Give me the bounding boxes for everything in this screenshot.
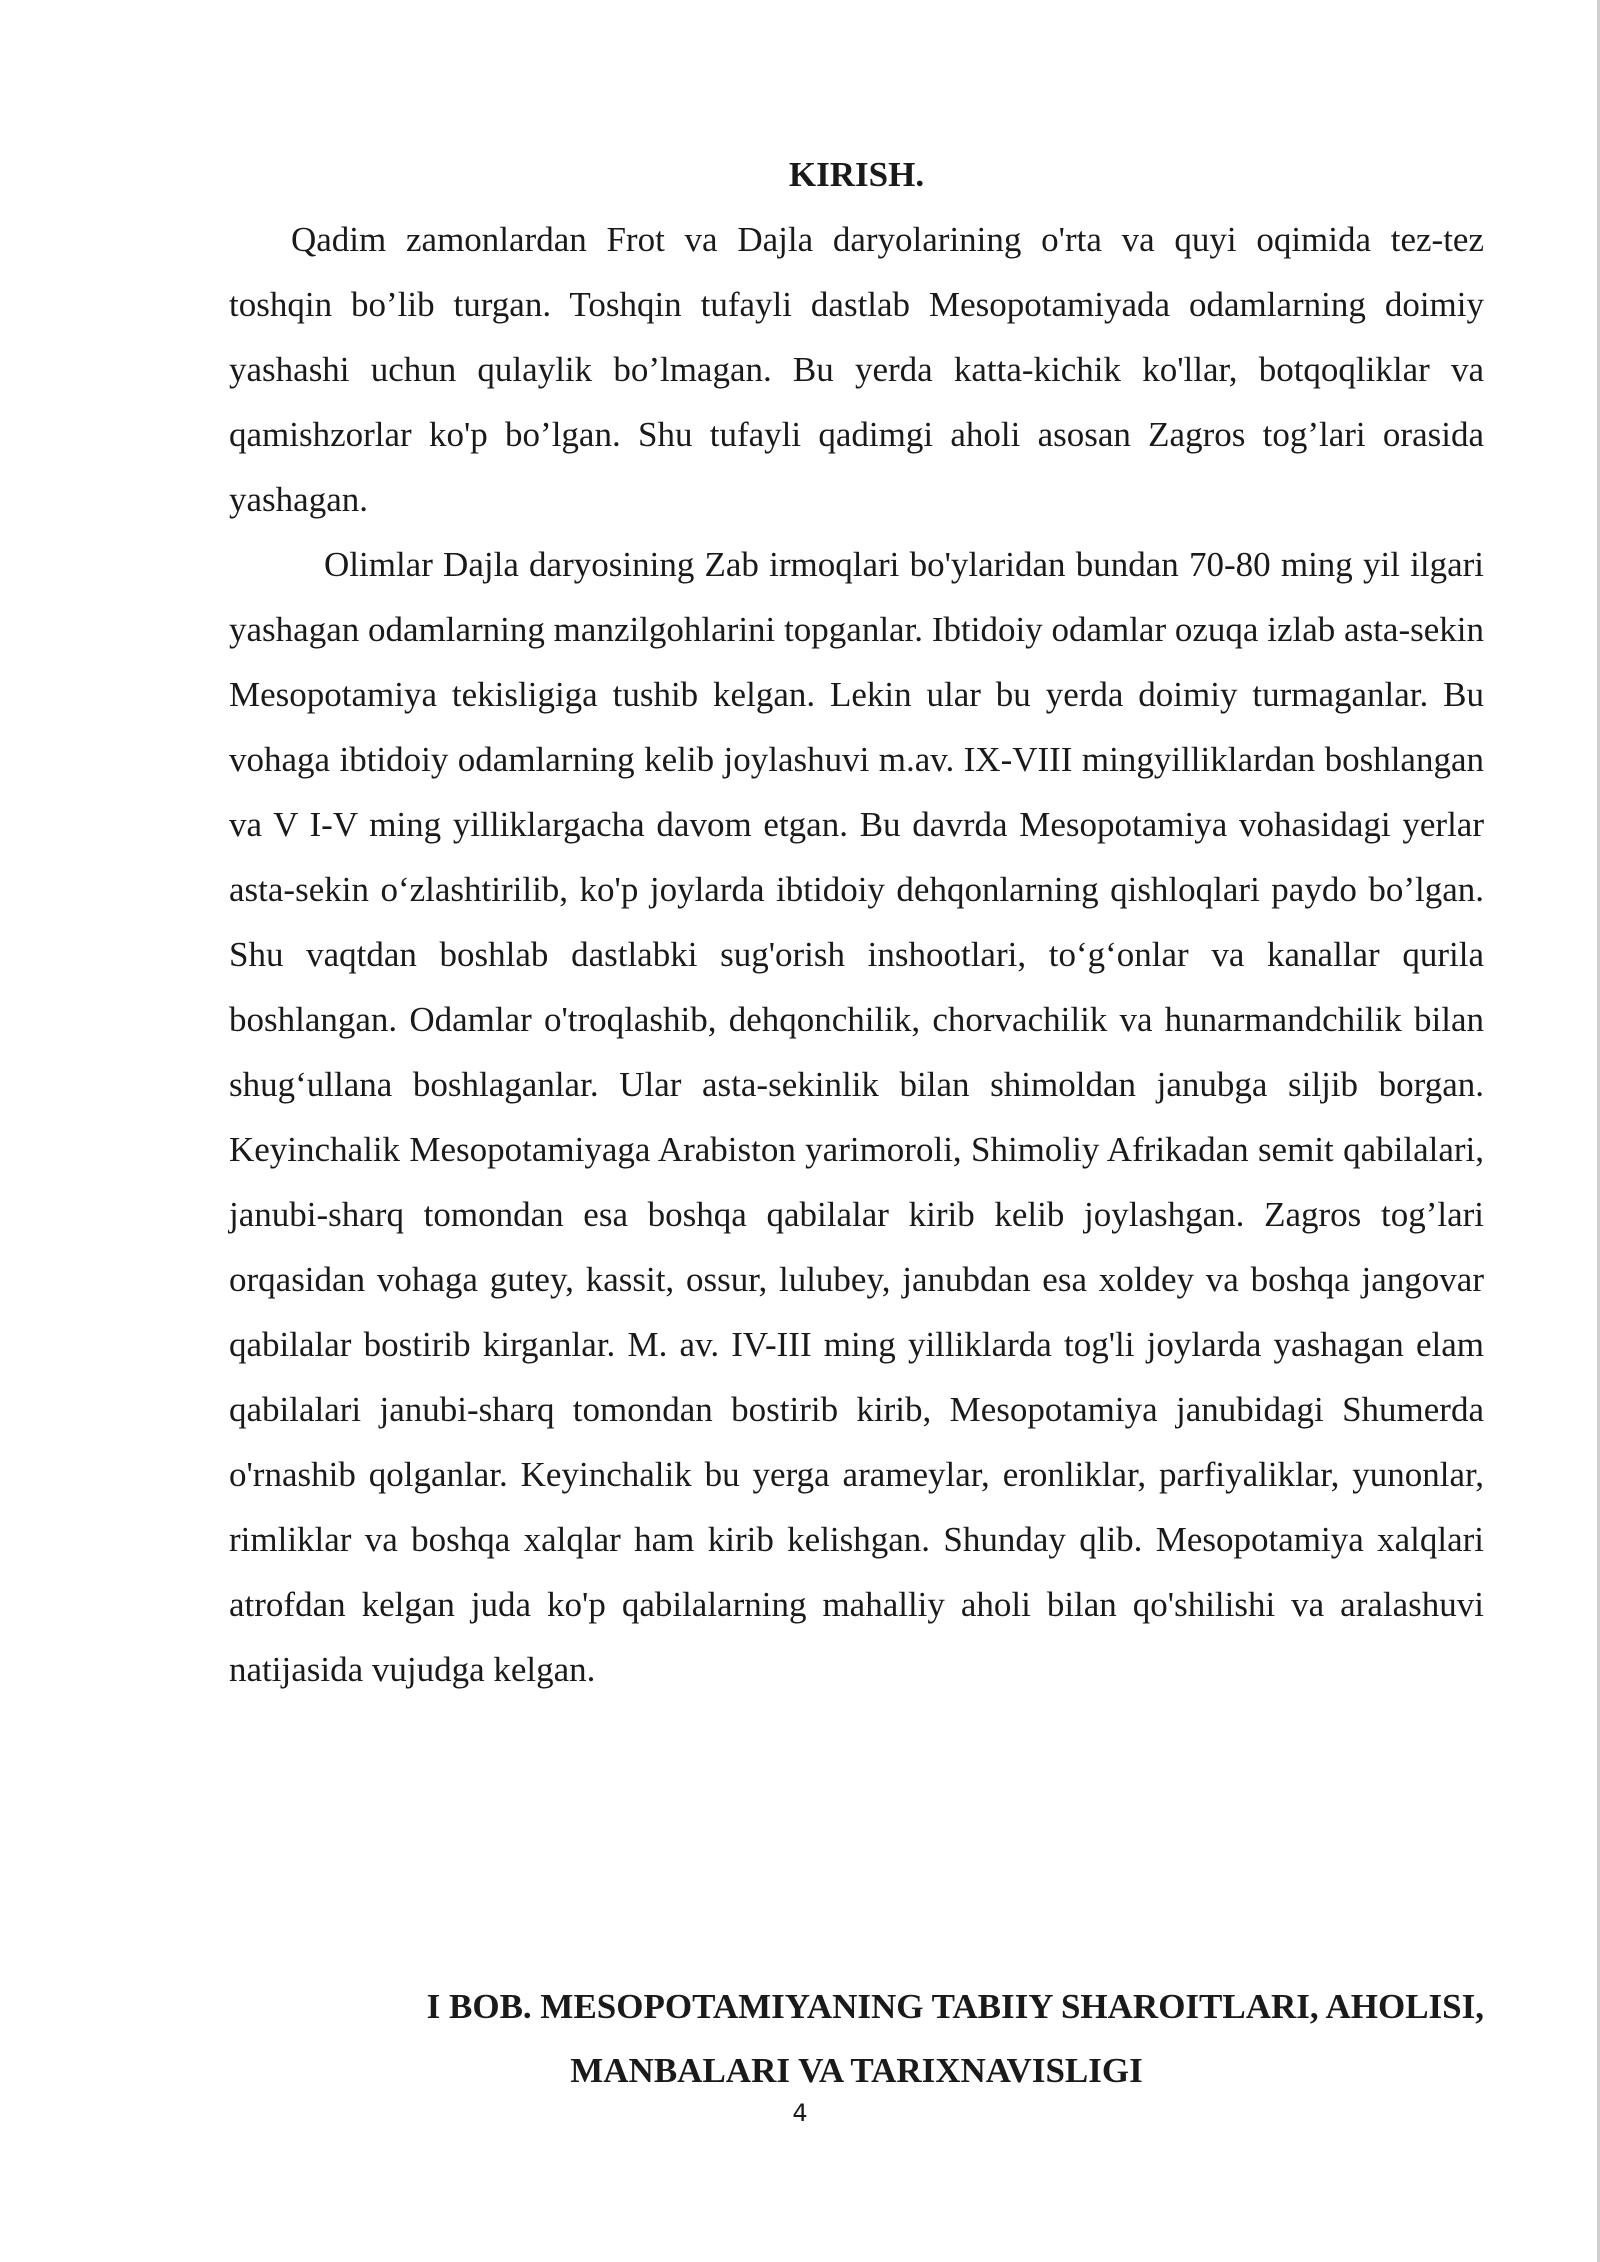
page-number: 4 xyxy=(792,2099,808,2127)
chapter-heading-line-1: I BOB. MESOPOTAMIYANING TABIIY SHAROITLARI, AHOLISI, xyxy=(426,1987,1484,2026)
chapter-heading xyxy=(229,1975,1484,2103)
document-body xyxy=(229,148,1484,1702)
paragraph-1: Qadim zamonlardan Frot va Dajla daryolarining o'rta va quyi oqimida tez-tez toshqin bo’lib turgan. Toshqin tufayli dastlab Mesopotamiyada odamlarning doimiy yashashi uchun qulaylik bo’lmagan. Bu yerda katta-kichik ko'llar, botqoqliklar va qamishzorlar ko'p bo’lgan. Shu tufayli qadimgi aholi asosan Zagros tog’lari orasida yashagan. xyxy=(229,220,1484,519)
paragraph-2: Olimlar Dajla daryosining Zab irmoqlari bo'ylaridan bundan 70-80 ming yil ilgari yashagan odamlarning manzilgohlarini topganlar. Ibtidoiy odamlar ozuqa izlab asta-sekin Mesopotamiya tekisligiga tushib kelgan. Lekin ular bu yerda doimiy turmaganlar. Bu vohaga ibtidoiy odamlarning kelib joylashuvi m.av. IX-VIII mingyilliklardan boshlangan va V I-V ming yilliklargacha davom etgan. Bu davrda Mesopotamiya vohasidagi yerlar asta-sekin o‘zlashtirilib, ko'p joylarda ibtidoiy dehqonlarning qishloqlari paydo bo’lgan. Shu vaqtdan boshlab dastlabki sug'orish inshootlari, to‘g‘onlar va kanallar qurila boshlangan. Odamlar o'troqlashib, dehqonchilik, chorvachilik va hunarmandchilik bilan shug‘ullana boshlaganlar. Ular asta-sekinlik bilan shimoldan janubga siljib borgan. Keyinchalik Mesopotamiyaga Arabiston yarimoroli, Shimoliy Afrikadan semit qabilalari, janubi-sharq tomondan esa boshqa qabilalar kirib kelib joylashgan. Zagros tog’lari orqasidan vohaga gutey, kassit, ossur, lulubey, janubdan esa xoldey va boshqa jangovar qabilalar bostirib kirganlar. M. av. IV-III ming yilliklarda tog'li joylarda yashagan elam qabilalari janubi-sharq tomondan bostirib kirib, Mesopotamiya janubidagi Shumerda o'rnashib qolganlar. Keyinchalik bu yerga arameylar, eronliklar, parfiyaliklar, yunonlar, rimliklar va boshqa xalqlar ham kirib kelishgan. Shunday qlib. Mesopotamiya xalqlari atrofdan kelgan juda ko'p qabilalarning mahalliy aholi bilan qo'shilishi va aralashuvi natijasida vujudga kelgan. xyxy=(229,545,1484,1689)
chapter-heading-line-2: MANBALARI VA TARIXNAVISLIGI xyxy=(570,2051,1143,2090)
intro-heading: KIRISH. xyxy=(788,155,925,194)
